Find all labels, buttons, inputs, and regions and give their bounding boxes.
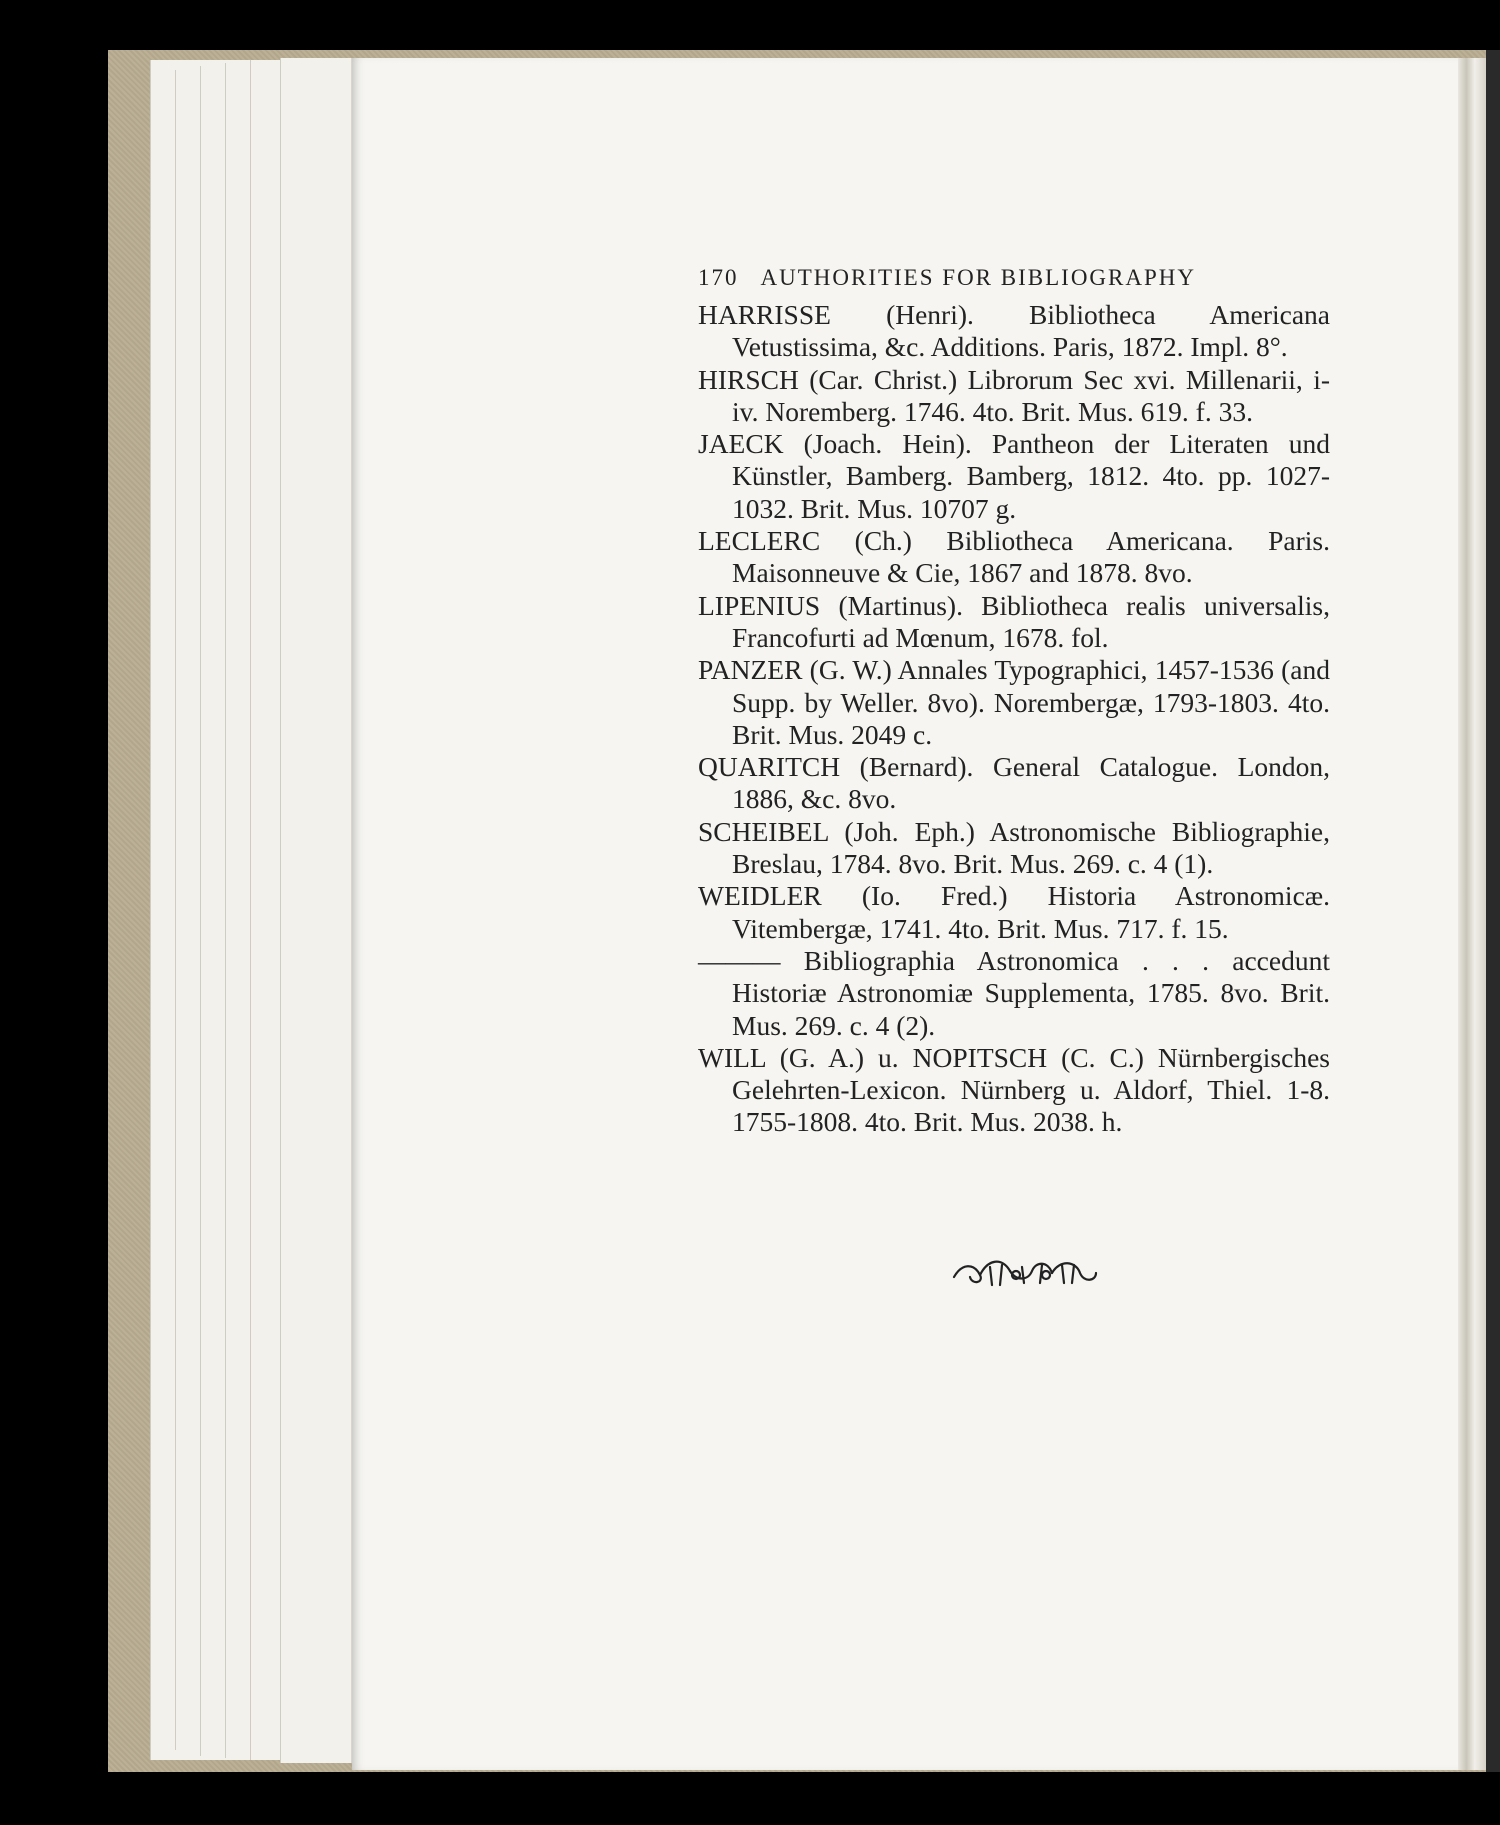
- bibliography-entry: LECLERC (Ch.) Bibliotheca Americana. Paris. Maisonneuve & Cie, 1867 and 1878. 8vo.: [698, 525, 1330, 589]
- bibliography-entry: HARRISSE (Henri). Bibliotheca Americana Vetustissima, &c. Additions. Paris, 1872. Impl. 8°.: [698, 299, 1330, 363]
- bibliography-entry: WEIDLER (Io. Fred.) Historia Astronomicæ. Vitembergæ, 1741. 4to. Brit. Mus. 717. f. 15.: [698, 880, 1330, 944]
- bibliography-entry: QUARITCH (Bernard). General Catalogue. London, 1886, &c. 8vo.: [698, 751, 1330, 815]
- right-cover-edge: [1486, 50, 1500, 1772]
- bibliography-entry: HIRSCH (Car. Christ.) Librorum Sec xvi. Millenarii, i-iv. Noremberg. 1746. 4to. Brit. Mus. 619. f. 33.: [698, 363, 1330, 427]
- page-number: 170: [698, 265, 739, 290]
- page-edge: [280, 58, 352, 1763]
- bibliography-entry: LIPENIUS (Martinus). Bibliotheca realis universalis, Francofurti ad Mœnum, 1678. fol.: [698, 589, 1330, 653]
- entry-list: [698, 299, 1330, 1139]
- bibliography-entry: ——— Bibliographia Astronomica . . . accedunt Historiæ Astronomiæ Supplementa, 1785. 8vo. Brit. Mus. 269. c. 4 (2).: [698, 944, 1330, 1041]
- bibliography-entry: JAECK (Joach. Hein). Pantheon der Literaten und Künstler, Bamberg. Bamberg, 1812. 4to. pp. 1027-1032. Brit. Mus. 10707 g.: [698, 428, 1330, 524]
- fleuron-ornament-icon: [950, 1251, 1100, 1289]
- running-title: AUTHORITIES FOR BIBLIOGRAPHY: [760, 265, 1196, 290]
- bibliography-entry: WILL (G. A.) u. NOPITSCH (C. C.) Nürnbergisches Gelehrten-Lexicon. Nürnberg u. Aldorf, Thiel. 1-8. 1755-1808. 4to. Brit. Mus. 2038. h.: [698, 1041, 1330, 1138]
- right-page-edge: [1458, 58, 1486, 1770]
- running-head: [698, 263, 1330, 293]
- bibliography-entry: PANZER (G. W.) Annales Typographici, 1457-1536 (and Supp. by Weller. 8vo). Norembergæ, 1793-1803. 4to. Brit. Mus. 2049 c.: [698, 654, 1330, 750]
- page-content: [698, 263, 1330, 1139]
- bibliography-entry: SCHEIBEL (Joh. Eph.) Astronomische Bibliographie, Breslau, 1784. 8vo. Brit. Mus. 269. c. 4 (1).: [698, 815, 1330, 880]
